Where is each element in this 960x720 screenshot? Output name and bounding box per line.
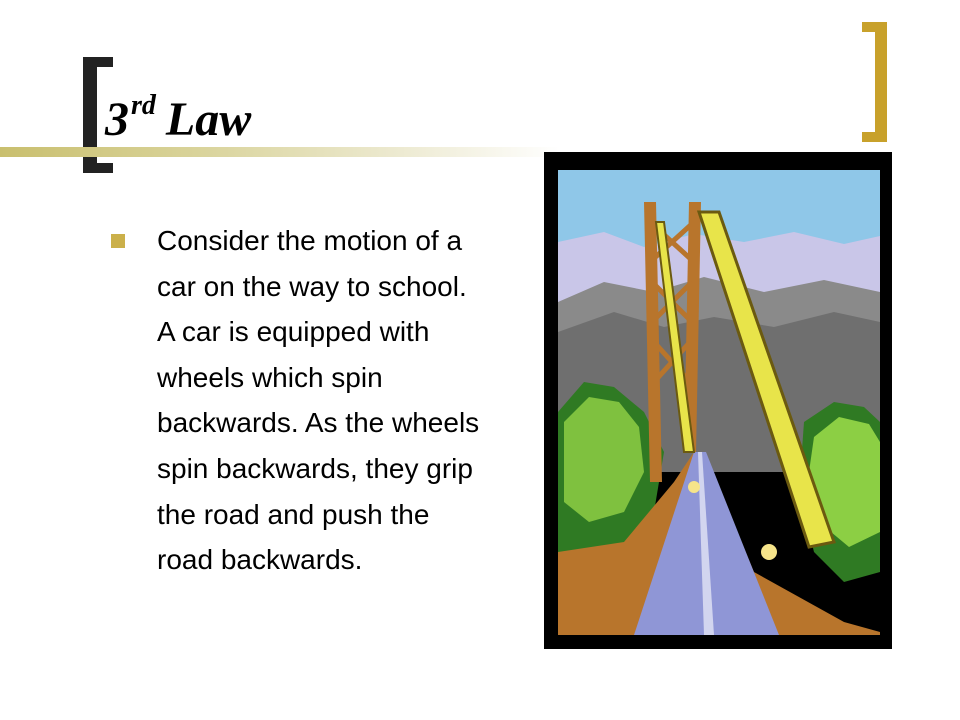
- bullet-text: Consider the motion of a car on the way to school. A car is equipped with wheels which spin backwards. As the wheels spin backwards, they grip the road and push the road backwards.: [157, 225, 480, 576]
- bridge-clipart-image: [544, 152, 892, 649]
- right-bracket-top: [862, 22, 887, 32]
- left-bracket-top: [83, 57, 113, 67]
- right-bracket-decoration: [875, 22, 887, 142]
- bullet-square-icon: [111, 234, 125, 248]
- title-word: Law: [165, 93, 252, 146]
- right-bracket-bottom: [862, 132, 887, 142]
- title-superscript: rd: [131, 90, 156, 121]
- title-divider: [0, 147, 560, 157]
- slide-title: [105, 90, 252, 146]
- left-bracket-bottom: [83, 163, 113, 173]
- title-number: 3: [105, 93, 129, 146]
